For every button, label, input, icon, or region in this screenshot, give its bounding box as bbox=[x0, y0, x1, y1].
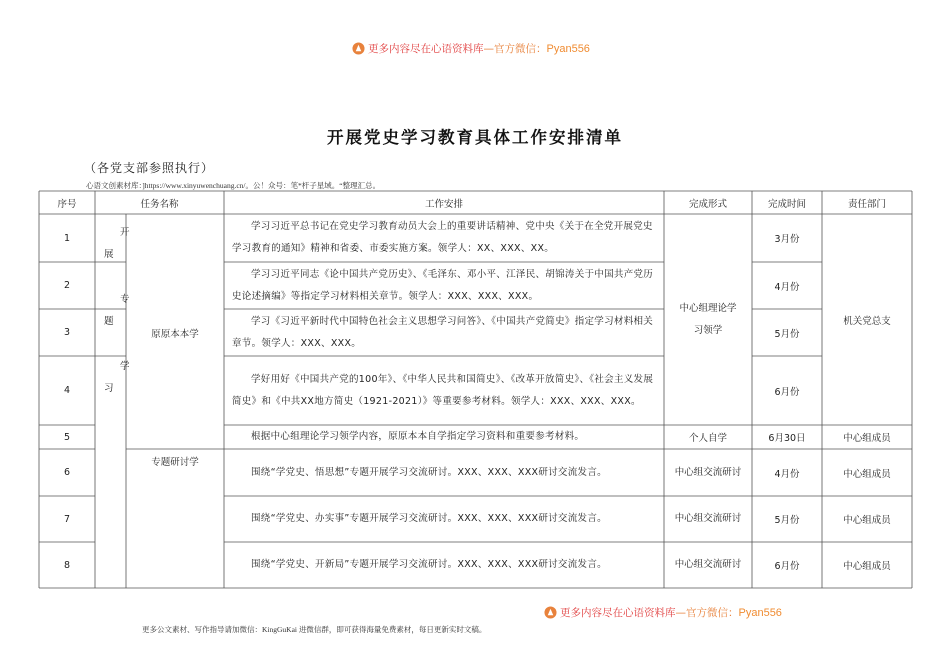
responsible-dept: 机关党总支 bbox=[843, 315, 891, 327]
completion-time: 6月30日 bbox=[768, 433, 806, 444]
source-note: 心语文创素材库：]https://www.xinyuwenchuang.cn/。公！众号：笔*杆子星域。“整理汇总。 bbox=[86, 181, 381, 190]
row-number: 1 bbox=[63, 232, 71, 244]
group-char: 题 bbox=[104, 316, 114, 327]
row-number: 7 bbox=[63, 513, 71, 525]
row-number: 4 bbox=[63, 385, 71, 396]
responsible-dept: 中心组成员 bbox=[843, 561, 891, 572]
header-dept: 责任部门 bbox=[847, 198, 886, 210]
header-arrangement: 工作安排 bbox=[424, 198, 463, 210]
completion-time: 6月份 bbox=[774, 561, 800, 572]
completion-time: 3月份 bbox=[774, 234, 800, 245]
row-description: 学习习近平总书记在党史学习教育动员大会上的重要讲话精神、党中央《关于在全党开展党史学习教育的通知》精神和省委、市委实施方案。领学人：XX、XXX、XX。 bbox=[232, 221, 653, 254]
row-description: 学好用好《中国共产党的100年》、《中华人民共和国简史》、《改革开放简史》、《社会主义发展简史》和《中共XX地方简史（1921-2021）》等重要参考材料。领学人：XXX、XXX、XXX。 bbox=[232, 373, 654, 407]
completion-time: 6月份 bbox=[774, 386, 800, 398]
responsible-dept: 中心组成员 bbox=[843, 515, 891, 526]
row-description: 围绕“学党史、悟思想”专题开展学习交流研讨。XXX、XXX、XXX研讨交流发言。 bbox=[251, 466, 607, 478]
completion-form: 中心组交流研讨 bbox=[674, 466, 742, 478]
watermark-name: Pyan556 bbox=[738, 606, 782, 619]
footer-note: 更多公文素材、写作指导请加微信：KingGuKai 进微信群，即可获得海量免费素材，每日更新实时文稿。 bbox=[142, 625, 487, 634]
subtitle: （各党支部参照执行） bbox=[84, 161, 215, 175]
brand-logo-icon bbox=[352, 42, 365, 55]
watermark-brand: 更多内容尽在心语资料库 bbox=[560, 607, 676, 619]
row-number: 3 bbox=[63, 327, 71, 338]
watermark-dash: — bbox=[483, 42, 494, 55]
completion-form: 中心组交流研讨 bbox=[674, 559, 742, 570]
header-no: 序号 bbox=[57, 198, 77, 210]
row-description: 围绕“学党史、办实事”专题开展学习交流研讨。XXX、XXX、XXX研讨交流发言。 bbox=[251, 513, 607, 524]
completion-form: 中心组交流研讨 bbox=[674, 513, 742, 524]
watermark-name: Pyan556 bbox=[546, 42, 590, 55]
responsible-dept: 中心组成员 bbox=[843, 433, 891, 444]
brand-logo-icon bbox=[544, 606, 557, 619]
completion-form: 个人自学 bbox=[688, 433, 727, 444]
group-char: 专 bbox=[120, 294, 130, 305]
watermark-middle: 官方微信： bbox=[686, 607, 739, 619]
page-title: 开展党史学习教育具体工作安排清单 bbox=[327, 128, 623, 147]
subgroup-label: 专题研讨学 bbox=[151, 457, 199, 468]
completion-time: 4月份 bbox=[774, 281, 800, 293]
completion-time: 5月份 bbox=[774, 328, 800, 340]
watermark-brand: 更多内容尽在心语资料库 bbox=[368, 43, 484, 55]
responsible-dept: 中心组成员 bbox=[843, 468, 891, 480]
row-description: 根据中心组理论学习领学内容，原原本本自学指定学习资料和重要参考材料。 bbox=[251, 431, 585, 442]
watermark-bottom bbox=[544, 605, 782, 620]
group-char: 习 bbox=[104, 383, 114, 394]
row-number: 8 bbox=[63, 559, 71, 571]
header-task: 任务名称 bbox=[140, 198, 179, 210]
row-number: 6 bbox=[63, 467, 71, 478]
completion-form: 中心组理论学习领学 bbox=[679, 302, 737, 336]
row-description: 学习《习近平新时代中国特色社会主义思想学习问答》、《中国共产党简史》指定学习材料相关章节。领学人：XXX、XXX。 bbox=[232, 315, 654, 349]
completion-time: 4月份 bbox=[774, 468, 800, 480]
subgroup-label: 原原本本学 bbox=[151, 328, 199, 340]
group-char: 展 bbox=[104, 249, 114, 260]
completion-time: 5月份 bbox=[774, 515, 800, 526]
row-number: 5 bbox=[63, 431, 71, 443]
row-description: 围绕“学党史、开新局”专题开展学习交流研讨。XXX、XXX、XXX研讨交流发言。 bbox=[251, 559, 607, 570]
group-char: 开 bbox=[120, 227, 130, 238]
watermark-middle: 官方微信： bbox=[494, 43, 547, 55]
watermark-top bbox=[352, 41, 590, 56]
header-form: 完成形式 bbox=[688, 198, 727, 210]
group-char: 学 bbox=[120, 361, 130, 372]
header-time: 完成时间 bbox=[767, 198, 806, 210]
watermark-dash: — bbox=[675, 606, 686, 619]
row-number: 2 bbox=[63, 280, 71, 291]
row-description: 学习习近平同志《论中国共产党历史》、《毛泽东、邓小平、江泽民、胡锦涛关于中国共产党历史论述摘编》等指定学习材料相关章节。领学人：XXX、XXX、XXX。 bbox=[232, 268, 654, 302]
